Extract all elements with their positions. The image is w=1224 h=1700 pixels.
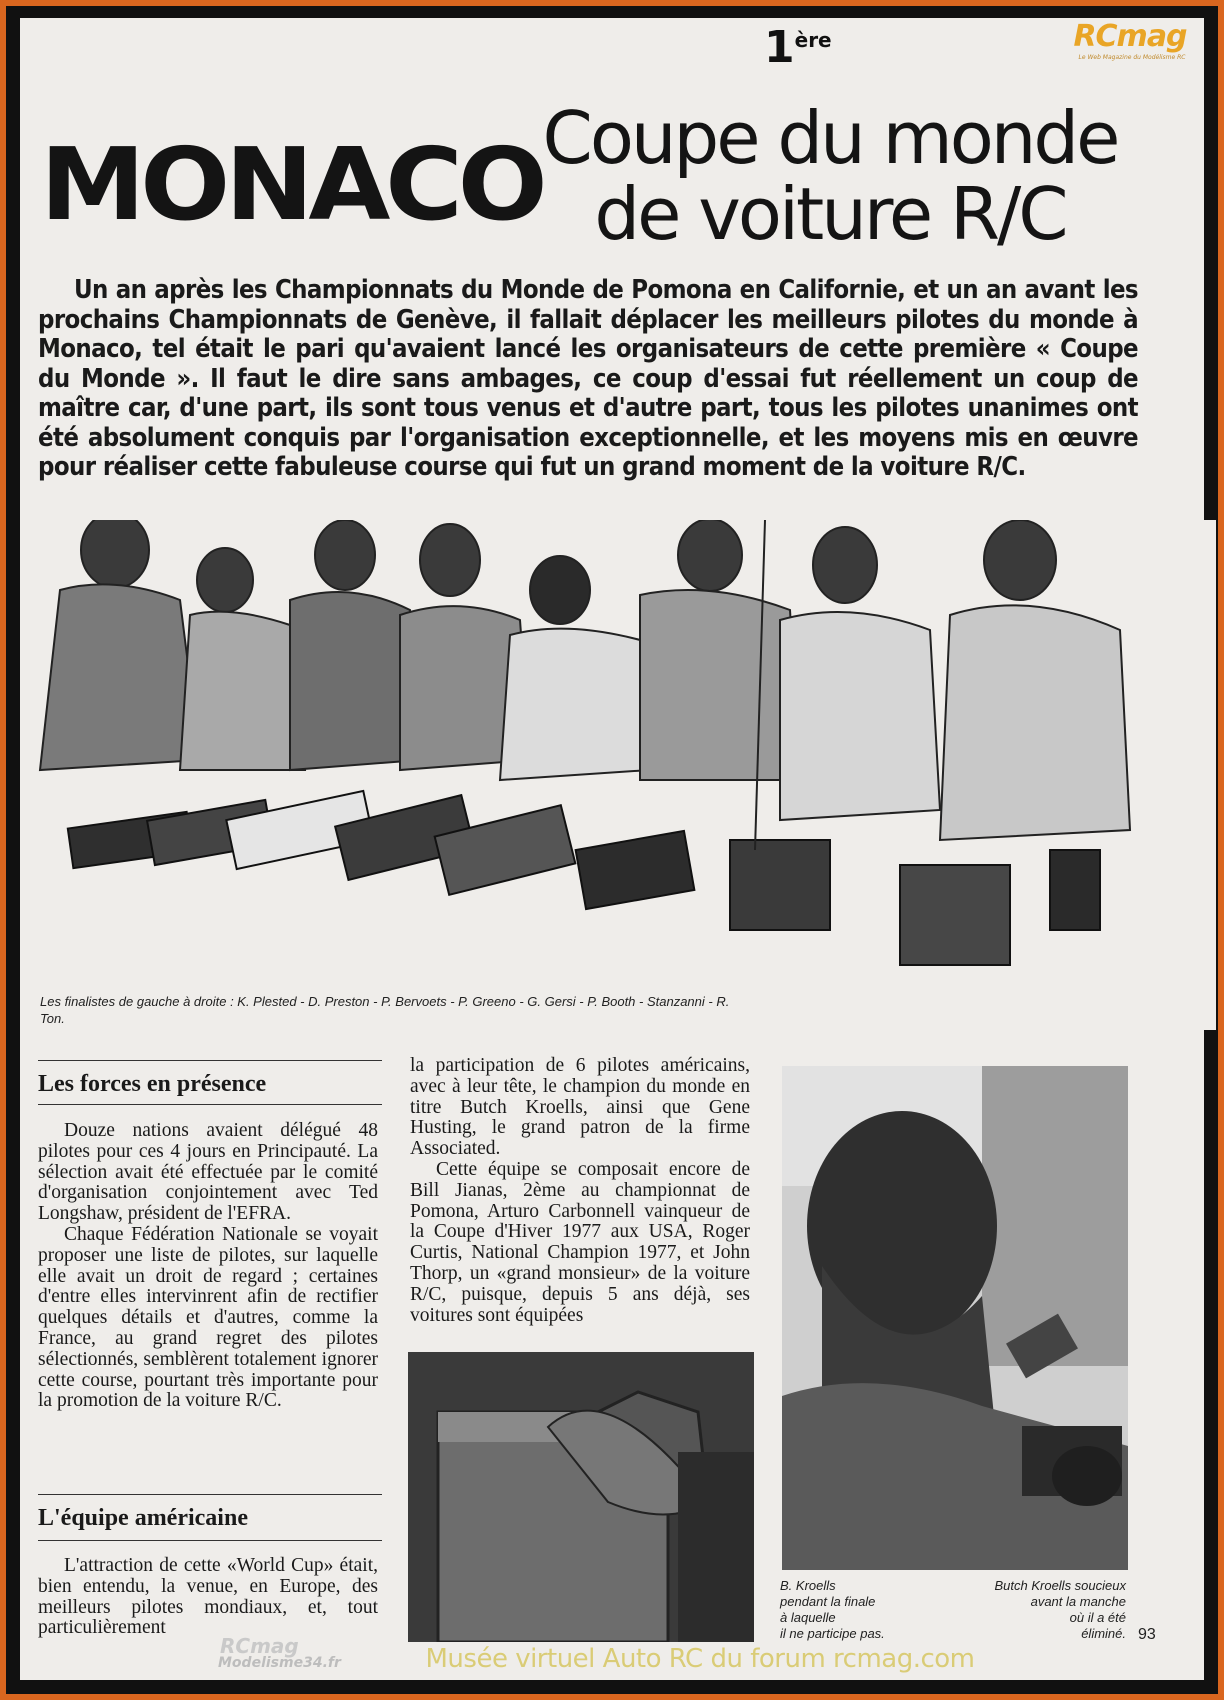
- finalists-group-photo: [20, 520, 1216, 1030]
- caption-left-line3: à laquelle: [780, 1610, 836, 1625]
- caption-left-line2: pendant la finale: [780, 1594, 876, 1609]
- caption-left-line1: B. Kroells: [780, 1578, 836, 1593]
- rule-section2-bottom: [38, 1540, 382, 1541]
- page-number: 93: [1138, 1626, 1156, 1643]
- butch-kroells-photo: [782, 1066, 1128, 1570]
- column2-paragraph-2: Cette équipe se composait encore de Bill Jianas, 2ème au championnat de Pomona, Arturo Carbonnell vainqueur de la Coupe d'Hiver 1977 aux USA, Roger Curtis, National Champion 1977, et John Thorp, un «grand monsieur» de la voiture R/C, puisque, depuis 5 ans déjà, ses voitures sont équipées: [410, 1158, 750, 1326]
- footer-watermark-text: Musée virtuel Auto RC du forum rcmag.com: [425, 1644, 975, 1674]
- section2-paragraph-1: L'attraction de cette «World Cup» était, bien entendu, la venue, en Europe, des meilleurs pilotes mondiaux, et, tout particulièrement: [38, 1555, 378, 1639]
- caption-right-line3: où il a été: [1069, 1610, 1126, 1625]
- caption-right-line2: avant la manche: [1030, 1594, 1126, 1609]
- title-ordinal-suffix: ère: [794, 28, 832, 52]
- caption-left-line4: il ne participe pas.: [780, 1626, 885, 1641]
- column2-text: [410, 1056, 750, 1346]
- section1-text: [38, 1121, 378, 1461]
- section2-heading: L'équipe américaine: [38, 1505, 248, 1531]
- headline: [490, 96, 1170, 260]
- finalists-caption: Les finalistes de gauche à droite : K. Plested - D. Preston - P. Bervoets - P. Greeno - G. Gersi - P. Booth - Stanzanni - R. Ton.: [40, 994, 730, 1026]
- caption-right-line1: Butch Kroells soucieux: [994, 1578, 1126, 1593]
- section1-heading: Les forces en présence: [38, 1071, 267, 1097]
- rcmag-logo-bottom: RCmag: [220, 1634, 299, 1658]
- title-ordinal: [764, 22, 844, 73]
- title-ordinal-number: 1: [764, 22, 795, 73]
- modelisme34-logo: Modelisme34.fr: [218, 1655, 341, 1671]
- section1-paragraph-1: Douze nations avaient délégué 48 pilotes pour ces 4 jours en Principauté. La sélection avait été effectuée par le comité d'organisation conjointement avec Ted Longshaw, président de l'EFRA.: [38, 1120, 378, 1225]
- headline-line1: Coupe du monde: [542, 96, 1118, 180]
- rule-section2-top: [38, 1494, 382, 1495]
- rule-section1-bottom: [38, 1104, 382, 1105]
- caption-kroells-left: [780, 1578, 930, 1642]
- rule-section1-top: [38, 1060, 382, 1061]
- title-monaco: MONACO: [40, 126, 543, 243]
- column2-paragraph-1: la participation de 6 pilotes américains, avec à leur tête, le champion du monde en titre Butch Kroells, ainsi que Gene Husting, le grand patron de la firme Associated.: [410, 1055, 750, 1160]
- section2-text: [38, 1556, 378, 1646]
- rcmag-logo-subtitle: Le Web Magazine du Modélisme RC: [1078, 54, 1186, 61]
- section1-paragraph-2: Chaque Fédération Nationale se voyait proposer une liste de pilotes, sur laquelle elle avait un droit de regard ; certaines d'entre elles intervinrent afin de rectifier quelques détails et d'autres, comme la France, au grand regret des pilotes sélectionnés, semblèrent totalement ignorer cette course, pourtant très importante pour la promotion de la voiture R/C.: [38, 1223, 378, 1412]
- headline-line2: de voiture R/C: [594, 172, 1066, 256]
- caption-right-line4: éliminé.: [1081, 1626, 1126, 1641]
- caption-kroells-right: [940, 1578, 1126, 1642]
- intro-paragraph: Un an après les Championnats du Monde de Pomona en Californie, et un an avant les prochains Championnats de Genève, il fallait déplacer les meilleurs pilotes du monde à Monaco, tel était le pari qu'avaient lancé les organisateurs de cette première « Coupe du Monde ». Il faut le dire sans ambages, ce coup d'essai fut réellement un coup de maître car, d'une part, ils sont tous venus et d'autre part, tous les pilotes unanimes ont été absolument conquis par l'organisation exceptionnelle, et les moyens mis en œuvre pour réaliser cette fabuleuse course qui fut un grand moment de la voiture R/C.: [38, 275, 1138, 482]
- rcmag-logo-top: RCmag: [1073, 19, 1187, 54]
- hat-on-box-photo: [408, 1352, 754, 1642]
